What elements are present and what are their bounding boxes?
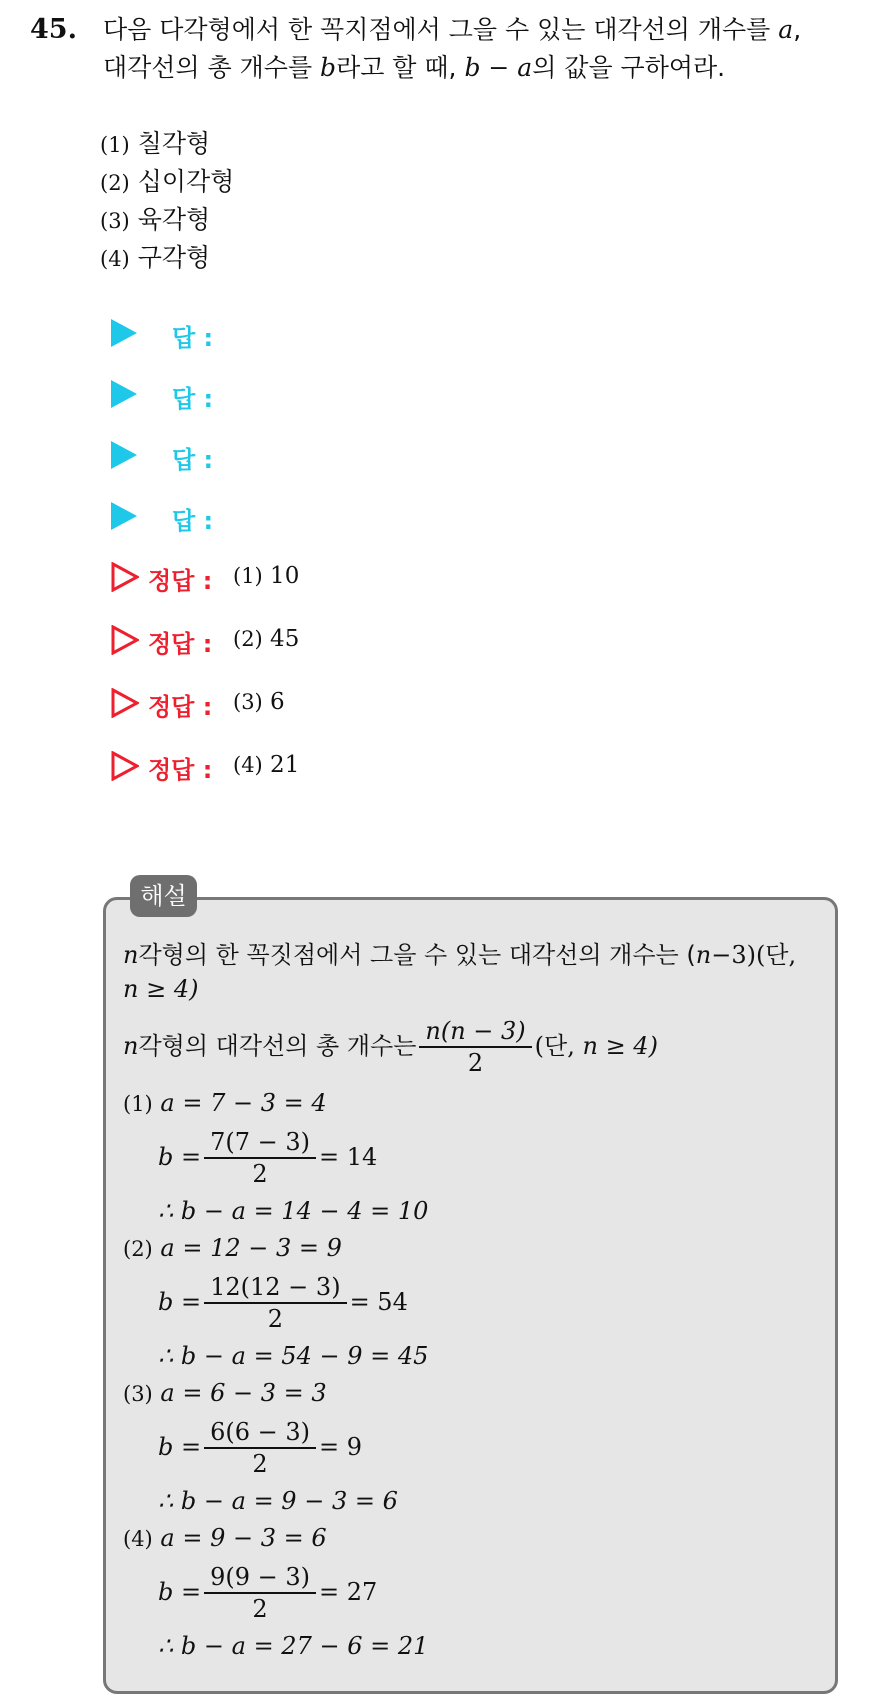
solution-a-line: (4) a = 9 − 3 = 6 <box>123 1524 327 1552</box>
play-triangle-icon <box>111 380 137 408</box>
solution-therefore-line: ∴ b − a = 27 − 6 = 21 <box>158 1632 429 1660</box>
correct-value: (1) 10 <box>233 563 300 589</box>
question-line-2: 대각선의 총 개수를 b라고 할 때, b − a의 값을 구하여라. <box>103 53 726 82</box>
outline-triangle-icon <box>111 562 139 592</box>
correct-value: (4) 21 <box>233 752 300 778</box>
question-item: (1) 칠각형 <box>100 129 211 158</box>
question-item: (2) 십이각형 <box>100 167 235 196</box>
explanation-tab: 해설 <box>130 875 197 917</box>
solution-b-line: b = $\frac{9(9 - 3)}{2}$ = 27 <box>158 1563 378 1623</box>
explanation-line: n ≥ 4) <box>123 975 199 1003</box>
question-number: 45. <box>30 14 77 45</box>
answer-label: 답 : <box>172 446 214 474</box>
answer-label: 답 : <box>172 507 214 535</box>
solution-therefore-line: ∴ b − a = 9 − 3 = 6 <box>158 1487 398 1515</box>
play-triangle-icon <box>111 441 137 469</box>
question-item: (4) 구각형 <box>100 243 211 272</box>
solution-a-line: (1) a = 7 − 3 = 4 <box>123 1089 327 1117</box>
explanation-line: n각형의 한 꼭짓점에서 그을 수 있는 대각선의 개수는 (n−3)(단, <box>123 941 797 969</box>
solution-b-line: b = $\frac{6(6 - 3)}{2}$ = 9 <box>158 1418 363 1478</box>
outline-triangle-icon <box>111 751 139 781</box>
solution-therefore-line: ∴ b − a = 14 − 4 = 10 <box>158 1197 429 1225</box>
answer-label: 답 : <box>172 324 214 352</box>
correct-label: 정답 : <box>148 693 213 721</box>
fraction: $\frac{n(n - 3)}{2}$ <box>422 1016 528 1078</box>
solution-a-line: (3) a = 6 − 3 = 3 <box>123 1379 327 1407</box>
correct-value: (2) 45 <box>233 626 300 652</box>
outline-triangle-icon <box>111 688 139 718</box>
correct-label: 정답 : <box>148 567 213 595</box>
solution-a-line: (2) a = 12 − 3 = 9 <box>123 1234 342 1262</box>
correct-label: 정답 : <box>148 630 213 658</box>
answer-label: 답 : <box>172 385 214 413</box>
play-triangle-icon <box>111 319 137 347</box>
question-item: (3) 육각형 <box>100 205 211 234</box>
correct-value: (3) 6 <box>233 689 285 715</box>
correct-label: 정답 : <box>148 756 213 784</box>
question-line-1: 다음 다각형에서 한 꼭지점에서 그을 수 있는 대각선의 개수를 a, <box>103 15 802 44</box>
solution-therefore-line: ∴ b − a = 54 − 9 = 45 <box>158 1342 429 1370</box>
solution-b-line: b = $\frac{12(12 - 3)}{2}$ = 54 <box>158 1273 408 1333</box>
explanation-line: n각형의 대각선의 총 개수는 $\frac{n(n - 3)}{2}$ (단, n ≥ 4) <box>123 1017 658 1077</box>
solution-b-line: b = $\frac{7(7 - 3)}{2}$ = 14 <box>158 1128 378 1188</box>
outline-triangle-icon <box>111 625 139 655</box>
play-triangle-icon <box>111 502 137 530</box>
